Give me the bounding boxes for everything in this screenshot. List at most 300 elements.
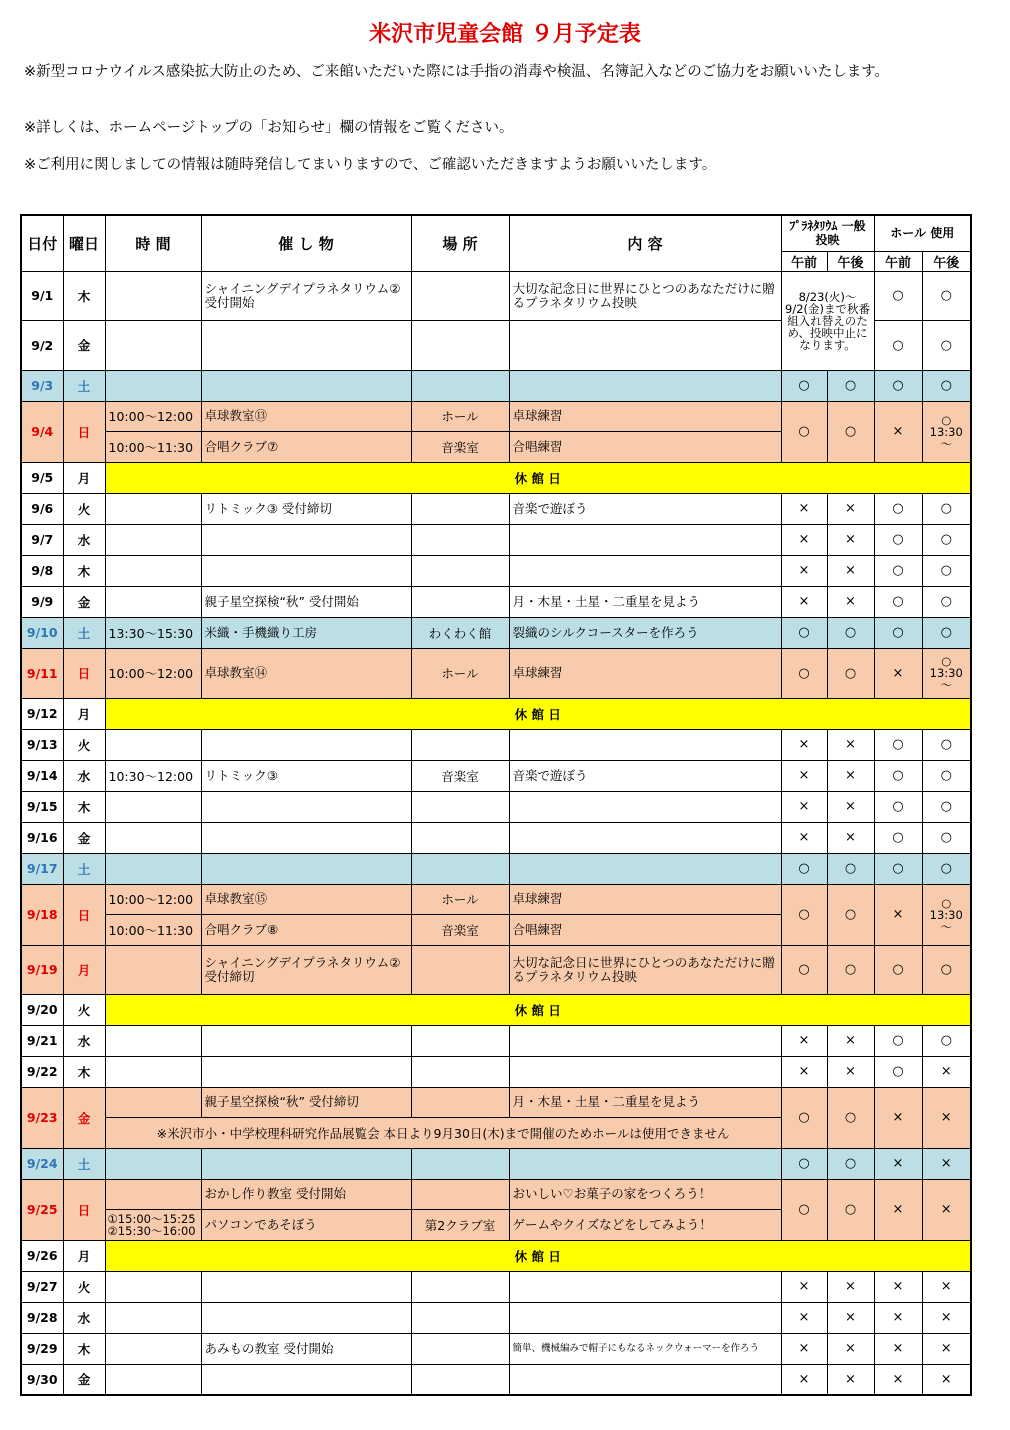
table-row xyxy=(21,1271,971,1302)
planetarium-am-mark: ○ xyxy=(781,1148,827,1179)
time-cell: 10:00～12:00 xyxy=(105,884,201,914)
place-cell: ホール xyxy=(411,884,509,914)
weekday-cell: 日 xyxy=(63,401,105,462)
event-cell: おかし作り教室 受付開始 xyxy=(201,1179,411,1209)
closed-day-label: 休 館 日 xyxy=(105,1240,971,1271)
date-cell: 9/7 xyxy=(21,524,63,555)
hall-pm-mark: × xyxy=(922,1364,971,1395)
header-planetarium-am: 午前 xyxy=(781,251,827,271)
table-row xyxy=(21,994,971,1025)
hall-am-mark: × xyxy=(874,884,922,945)
table-row xyxy=(21,1056,971,1087)
time-cell xyxy=(105,1302,201,1333)
content-cell xyxy=(509,1148,781,1179)
planetarium-am-mark: × xyxy=(781,555,827,586)
planetarium-pm-mark: × xyxy=(827,586,874,617)
hall-am-mark: ○ xyxy=(874,1025,922,1056)
place-cell: 第2クラブ室 xyxy=(411,1209,509,1240)
event-cell xyxy=(201,1271,411,1302)
event-cell xyxy=(201,1025,411,1056)
weekday-cell: 土 xyxy=(63,370,105,401)
place-cell xyxy=(411,555,509,586)
hall-am-mark: ○ xyxy=(874,1056,922,1087)
hall-closure-note: ※米沢市小・中学校理科研究作品展覧会 本日より9月30日(木)まで開催のためホールは使用できません xyxy=(105,1117,781,1148)
planetarium-pm-mark: × xyxy=(827,1025,874,1056)
place-cell xyxy=(411,524,509,555)
time-cell xyxy=(105,493,201,524)
weekday-cell: 水 xyxy=(63,1025,105,1056)
planetarium-pm-mark: ○ xyxy=(827,1179,874,1240)
planetarium-am-mark: × xyxy=(781,1025,827,1056)
table-row xyxy=(21,524,971,555)
table-row xyxy=(21,401,971,431)
hall-am-mark: ○ xyxy=(874,586,922,617)
weekday-cell: 金 xyxy=(63,1364,105,1395)
weekday-cell: 水 xyxy=(63,524,105,555)
hall-pm-mark: ○ 13:30 ～ xyxy=(922,401,971,462)
place-cell xyxy=(411,1302,509,1333)
time-cell: 10:00～11:30 xyxy=(105,431,201,462)
hall-pm-mark: ○ xyxy=(922,586,971,617)
planetarium-pm-mark: ○ xyxy=(827,370,874,401)
time-cell: 10:30～12:00 xyxy=(105,760,201,791)
weekday-cell: 金 xyxy=(63,1087,105,1148)
place-cell xyxy=(411,791,509,822)
weekday-cell: 水 xyxy=(63,760,105,791)
hall-pm-mark: ○ xyxy=(922,524,971,555)
header-hall-pm: 午後 xyxy=(922,251,971,271)
weekday-cell: 月 xyxy=(63,698,105,729)
date-cell: 9/28 xyxy=(21,1302,63,1333)
date-cell: 9/1 xyxy=(21,271,63,320)
event-cell: リトミック③ 受付締切 xyxy=(201,493,411,524)
place-cell xyxy=(411,1087,509,1117)
hall-am-mark: ○ xyxy=(874,945,922,994)
content-cell: 合唱練習 xyxy=(509,431,781,462)
event-cell: 卓球教室⑬ xyxy=(201,401,411,431)
hall-pm-mark: × xyxy=(922,1302,971,1333)
header-planetarium-pm: 午後 xyxy=(827,251,874,271)
time-cell: 10:00～12:00 xyxy=(105,401,201,431)
closed-day-label: 休 館 日 xyxy=(105,994,971,1025)
time-cell xyxy=(105,1148,201,1179)
weekday-cell: 木 xyxy=(63,271,105,320)
planetarium-pm-mark: × xyxy=(827,555,874,586)
place-cell xyxy=(411,853,509,884)
place-cell: ホール xyxy=(411,648,509,698)
content-cell xyxy=(509,1056,781,1087)
hall-pm-mark: ○ xyxy=(922,320,971,370)
table-row xyxy=(21,271,971,320)
hall-pm-mark: ○ 13:30 ～ xyxy=(922,648,971,698)
content-cell: 月・木星・土星・二重星を見よう xyxy=(509,586,781,617)
date-cell: 9/30 xyxy=(21,1364,63,1395)
closed-day-label: 休 館 日 xyxy=(105,698,971,729)
date-cell: 9/10 xyxy=(21,617,63,648)
planetarium-am-mark: ○ xyxy=(781,617,827,648)
hall-pm-mark: ○ xyxy=(922,271,971,320)
time-cell xyxy=(105,791,201,822)
table-row xyxy=(21,617,971,648)
content-cell xyxy=(509,320,781,370)
header-time: 時 間 xyxy=(105,215,201,271)
event-cell xyxy=(201,370,411,401)
time-cell xyxy=(105,1056,201,1087)
planetarium-pm-mark: × xyxy=(827,822,874,853)
event-cell xyxy=(201,1302,411,1333)
time-cell xyxy=(105,524,201,555)
table-row xyxy=(21,729,971,760)
hall-pm-mark: × xyxy=(922,1148,971,1179)
planetarium-suspension-note: 8/23(火)～9/2(金)まで秋番組入れ替えのため、投映中止になります。 xyxy=(781,271,874,370)
hall-am-mark: × xyxy=(874,648,922,698)
content-cell xyxy=(509,370,781,401)
place-cell xyxy=(411,493,509,524)
event-cell: 卓球教室⑮ xyxy=(201,884,411,914)
content-cell xyxy=(509,853,781,884)
planetarium-pm-mark: × xyxy=(827,1364,874,1395)
hall-am-mark: ○ xyxy=(874,729,922,760)
date-cell: 9/12 xyxy=(21,698,63,729)
time-cell: 10:00～11:30 xyxy=(105,914,201,945)
hall-am-mark: ○ xyxy=(874,791,922,822)
header-hall: ホール 使用 xyxy=(874,215,971,251)
planetarium-pm-mark: × xyxy=(827,493,874,524)
hall-pm-mark: ○ xyxy=(922,729,971,760)
content-cell: 卓球練習 xyxy=(509,884,781,914)
table-row xyxy=(21,822,971,853)
time-cell xyxy=(105,1087,201,1117)
planetarium-pm-mark: × xyxy=(827,1333,874,1364)
weekday-cell: 木 xyxy=(63,1056,105,1087)
hall-pm-mark: ○ xyxy=(922,791,971,822)
event-cell: 卓球教室⑭ xyxy=(201,648,411,698)
weekday-cell: 水 xyxy=(63,1302,105,1333)
weekday-cell: 土 xyxy=(63,617,105,648)
time-cell xyxy=(105,370,201,401)
table-header xyxy=(21,215,971,271)
place-cell xyxy=(411,320,509,370)
event-cell: あみもの教室 受付開始 xyxy=(201,1333,411,1364)
place-cell xyxy=(411,1025,509,1056)
notice-updates: ※ご利用に関しましての情報は随時発信してまいりますので、ご確認いただきますようお願いいたします。 xyxy=(24,157,717,173)
time-cell xyxy=(105,1333,201,1364)
weekday-cell: 月 xyxy=(63,945,105,994)
notice-website: ※詳しくは、ホームページトップの「お知らせ」欄の情報をご覧ください。 xyxy=(24,120,514,136)
weekday-cell: 木 xyxy=(63,1333,105,1364)
event-cell: 親子星空探検“秋” 受付開始 xyxy=(201,586,411,617)
event-cell xyxy=(201,1056,411,1087)
time-cell xyxy=(105,1271,201,1302)
place-cell xyxy=(411,1333,509,1364)
hall-am-mark: × xyxy=(874,1333,922,1364)
table-row xyxy=(21,1364,971,1395)
hall-pm-mark: ○ xyxy=(922,555,971,586)
weekday-cell: 金 xyxy=(63,586,105,617)
planetarium-am-mark: × xyxy=(781,1302,827,1333)
hall-am-mark: ○ xyxy=(874,760,922,791)
event-cell: 米織・手機織り工房 xyxy=(201,617,411,648)
weekday-cell: 火 xyxy=(63,1271,105,1302)
planetarium-pm-mark: ○ xyxy=(827,884,874,945)
place-cell xyxy=(411,1056,509,1087)
planetarium-pm-mark: ○ xyxy=(827,853,874,884)
hall-pm-mark: × xyxy=(922,1087,971,1148)
planetarium-am-mark: × xyxy=(781,1056,827,1087)
content-cell xyxy=(509,1364,781,1395)
table-row xyxy=(21,1333,971,1364)
date-cell: 9/29 xyxy=(21,1333,63,1364)
date-cell: 9/4 xyxy=(21,401,63,462)
content-cell: 卓球練習 xyxy=(509,648,781,698)
date-cell: 9/15 xyxy=(21,791,63,822)
planetarium-pm-mark: ○ xyxy=(827,401,874,462)
place-cell xyxy=(411,822,509,853)
content-cell: 大切な記念日に世界にひとつのあなただけに贈るプラネタリウム投映 xyxy=(509,945,781,994)
event-cell: シャイニングデイプラネタリウム② 受付開始 xyxy=(201,271,411,320)
date-cell: 9/16 xyxy=(21,822,63,853)
content-cell: 卓球練習 xyxy=(509,401,781,431)
hall-pm-mark: ○ 13:30 ～ xyxy=(922,884,971,945)
hall-pm-mark: × xyxy=(922,1056,971,1087)
date-cell: 9/14 xyxy=(21,760,63,791)
planetarium-am-mark: × xyxy=(781,493,827,524)
planetarium-am-mark: × xyxy=(781,1364,827,1395)
time-cell: ①15:00～15:25 ②15:30～16:00 xyxy=(105,1209,201,1240)
content-cell: 音楽で遊ぼう xyxy=(509,493,781,524)
weekday-cell: 月 xyxy=(63,1240,105,1271)
event-cell xyxy=(201,791,411,822)
hall-am-mark: ○ xyxy=(874,493,922,524)
planetarium-am-mark: × xyxy=(781,524,827,555)
time-cell xyxy=(105,729,201,760)
planetarium-pm-mark: ○ xyxy=(827,945,874,994)
planetarium-am-mark: × xyxy=(781,1271,827,1302)
place-cell: 音楽室 xyxy=(411,914,509,945)
event-cell xyxy=(201,555,411,586)
content-cell xyxy=(509,1302,781,1333)
hall-pm-mark: ○ xyxy=(922,822,971,853)
date-cell: 9/20 xyxy=(21,994,63,1025)
table-row xyxy=(21,698,971,729)
event-cell xyxy=(201,729,411,760)
content-cell xyxy=(509,555,781,586)
weekday-cell: 木 xyxy=(63,555,105,586)
content-cell: 月・木星・土星・二重星を見よう xyxy=(509,1087,781,1117)
table-row xyxy=(21,370,971,401)
hall-pm-mark: ○ xyxy=(922,493,971,524)
table-row xyxy=(21,493,971,524)
event-cell xyxy=(201,320,411,370)
date-cell: 9/6 xyxy=(21,493,63,524)
time-cell xyxy=(105,320,201,370)
content-cell xyxy=(509,1025,781,1056)
table-row xyxy=(21,555,971,586)
date-cell: 9/2 xyxy=(21,320,63,370)
hall-am-mark: × xyxy=(874,1364,922,1395)
planetarium-pm-mark: ○ xyxy=(827,648,874,698)
table-row xyxy=(21,1148,971,1179)
hall-am-mark: × xyxy=(874,1148,922,1179)
date-cell: 9/11 xyxy=(21,648,63,698)
date-cell: 9/5 xyxy=(21,462,63,493)
content-cell xyxy=(509,729,781,760)
hall-am-mark: ○ xyxy=(874,320,922,370)
place-cell xyxy=(411,1271,509,1302)
date-cell: 9/18 xyxy=(21,884,63,945)
weekday-cell: 日 xyxy=(63,1179,105,1240)
content-cell xyxy=(509,1271,781,1302)
planetarium-pm-mark: ○ xyxy=(827,1148,874,1179)
header-event: 催 し 物 xyxy=(201,215,411,271)
header-hall-am: 午前 xyxy=(874,251,922,271)
planetarium-am-mark: × xyxy=(781,822,827,853)
time-cell xyxy=(105,1179,201,1209)
hall-pm-mark: × xyxy=(922,1179,971,1240)
weekday-cell: 月 xyxy=(63,462,105,493)
planetarium-pm-mark: ○ xyxy=(827,1087,874,1148)
time-cell xyxy=(105,555,201,586)
hall-pm-mark: ○ xyxy=(922,945,971,994)
schedule-table xyxy=(20,214,972,1396)
time-cell xyxy=(105,271,201,320)
date-cell: 9/27 xyxy=(21,1271,63,1302)
hall-pm-mark: × xyxy=(922,1271,971,1302)
event-cell xyxy=(201,1364,411,1395)
hall-am-mark: ○ xyxy=(874,271,922,320)
planetarium-pm-mark: × xyxy=(827,524,874,555)
time-cell xyxy=(105,822,201,853)
planetarium-am-mark: × xyxy=(781,791,827,822)
date-cell: 9/23 xyxy=(21,1087,63,1148)
header-content: 内 容 xyxy=(509,215,781,271)
place-cell xyxy=(411,945,509,994)
event-cell xyxy=(201,524,411,555)
place-cell xyxy=(411,1179,509,1209)
date-cell: 9/17 xyxy=(21,853,63,884)
event-cell: 親子星空探検“秋” 受付締切 xyxy=(201,1087,411,1117)
hall-am-mark: ○ xyxy=(874,853,922,884)
date-cell: 9/21 xyxy=(21,1025,63,1056)
place-cell xyxy=(411,271,509,320)
place-cell xyxy=(411,370,509,401)
weekday-cell: 土 xyxy=(63,1148,105,1179)
time-cell xyxy=(105,1364,201,1395)
weekday-cell: 土 xyxy=(63,853,105,884)
weekday-cell: 金 xyxy=(63,320,105,370)
weekday-cell: 日 xyxy=(63,648,105,698)
hall-pm-mark: ○ xyxy=(922,1025,971,1056)
planetarium-pm-mark: × xyxy=(827,791,874,822)
hall-am-mark: ○ xyxy=(874,617,922,648)
time-cell: 13:30～15:30 xyxy=(105,617,201,648)
table-row xyxy=(21,1087,971,1117)
date-cell: 9/24 xyxy=(21,1148,63,1179)
event-cell: リトミック③ xyxy=(201,760,411,791)
date-cell: 9/13 xyxy=(21,729,63,760)
planetarium-am-mark: ○ xyxy=(781,401,827,462)
hall-pm-mark: ○ xyxy=(922,760,971,791)
place-cell xyxy=(411,729,509,760)
date-cell: 9/9 xyxy=(21,586,63,617)
header-date: 日付 xyxy=(21,215,63,271)
time-cell: 10:00～12:00 xyxy=(105,648,201,698)
table-row xyxy=(21,945,971,994)
content-cell: おいしい♡お菓子の家をつくろう！ xyxy=(509,1179,781,1209)
hall-am-mark: × xyxy=(874,1271,922,1302)
content-cell: 合唱練習 xyxy=(509,914,781,945)
planetarium-am-mark: × xyxy=(781,760,827,791)
place-cell: 音楽室 xyxy=(411,760,509,791)
planetarium-pm-mark: × xyxy=(827,760,874,791)
planetarium-am-mark: ○ xyxy=(781,945,827,994)
date-cell: 9/22 xyxy=(21,1056,63,1087)
weekday-cell: 金 xyxy=(63,822,105,853)
table-row xyxy=(21,1179,971,1209)
event-cell xyxy=(201,853,411,884)
event-cell: 合唱クラブ⑦ xyxy=(201,431,411,462)
content-cell: 音楽で遊ぼう xyxy=(509,760,781,791)
content-cell xyxy=(509,791,781,822)
closed-day-label: 休 館 日 xyxy=(105,462,971,493)
weekday-cell: 火 xyxy=(63,493,105,524)
planetarium-pm-mark: × xyxy=(827,1302,874,1333)
date-cell: 9/25 xyxy=(21,1179,63,1240)
weekday-cell: 日 xyxy=(63,884,105,945)
table-row xyxy=(21,853,971,884)
table-body xyxy=(21,271,971,1395)
table-row xyxy=(21,1302,971,1333)
planetarium-pm-mark: × xyxy=(827,1056,874,1087)
place-cell: ホール xyxy=(411,401,509,431)
planetarium-am-mark: ○ xyxy=(781,370,827,401)
planetarium-am-mark: × xyxy=(781,729,827,760)
planetarium-pm-mark: × xyxy=(827,1271,874,1302)
table-row xyxy=(21,884,971,914)
time-cell xyxy=(105,586,201,617)
table-row xyxy=(21,462,971,493)
content-cell xyxy=(509,524,781,555)
planetarium-am-mark: ○ xyxy=(781,853,827,884)
place-cell xyxy=(411,1364,509,1395)
table-row xyxy=(21,1025,971,1056)
weekday-cell: 火 xyxy=(63,994,105,1025)
place-cell xyxy=(411,586,509,617)
hall-pm-mark: × xyxy=(922,1333,971,1364)
table-row xyxy=(21,760,971,791)
weekday-cell: 火 xyxy=(63,729,105,760)
planetarium-pm-mark: ○ xyxy=(827,617,874,648)
hall-am-mark: ○ xyxy=(874,370,922,401)
event-cell: パソコンであそぼう xyxy=(201,1209,411,1240)
planetarium-am-mark: ○ xyxy=(781,1179,827,1240)
table-row xyxy=(21,1240,971,1271)
weekday-cell: 木 xyxy=(63,791,105,822)
content-cell: 簡単、機械編みで帽子にもなるネックウォーマーを作ろう xyxy=(509,1333,781,1364)
content-cell: 大切な記念日に世界にひとつのあなただけに贈るプラネタリウム投映 xyxy=(509,271,781,320)
date-cell: 9/26 xyxy=(21,1240,63,1271)
time-cell xyxy=(105,1025,201,1056)
hall-am-mark: ○ xyxy=(874,524,922,555)
planetarium-am-mark: ○ xyxy=(781,648,827,698)
table-row xyxy=(21,648,971,698)
event-cell: 合唱クラブ⑧ xyxy=(201,914,411,945)
planetarium-am-mark: × xyxy=(781,586,827,617)
place-cell: 音楽室 xyxy=(411,431,509,462)
header-place: 場 所 xyxy=(411,215,509,271)
hall-am-mark: ○ xyxy=(874,555,922,586)
place-cell: わくわく館 xyxy=(411,617,509,648)
